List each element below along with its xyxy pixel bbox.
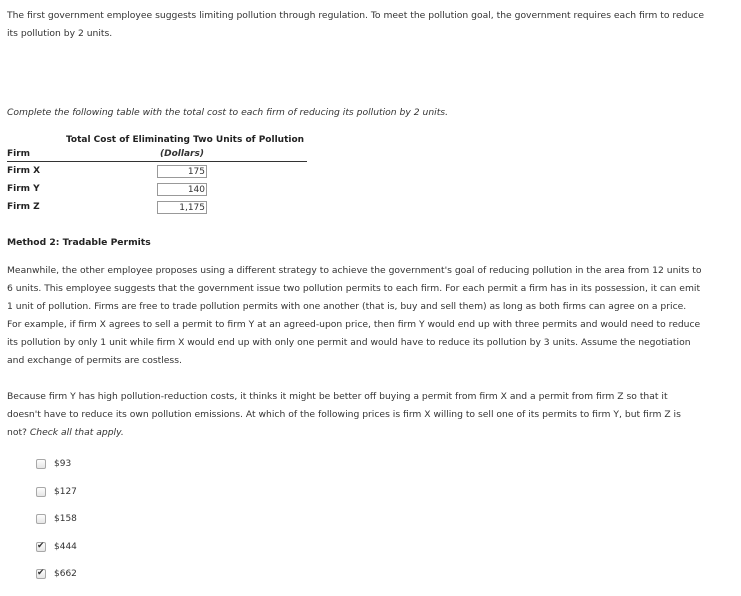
table-instruction: Complete the following table with the total cost to each firm of reducing its pollution by 2 units. — [7, 107, 448, 118]
option-label: $93 — [54, 459, 72, 469]
option-127[interactable] — [36, 486, 77, 514]
option-label: $158 — [54, 514, 77, 524]
option-label: $127 — [54, 486, 77, 497]
table-row — [7, 180, 307, 198]
method2-heading: Method 2: Tradable Permits — [7, 237, 151, 248]
firm-y-label: Firm Y — [7, 184, 40, 194]
intro-line-1: The first government employee suggests limiting pollution through regulation. To meet the pollution goal, the government requires each firm to reduce — [7, 10, 704, 21]
option-444[interactable] — [36, 541, 77, 569]
method2-paragraph — [7, 262, 707, 370]
method2-line: For example, if firm X agrees to sell a permit to firm Y at an agreed-upon price, then firm Y would end up with three permits and would need to reduce — [7, 319, 701, 330]
method2-line: 6 units. This employee suggests that the government issue two pollution permits to each firm. For each permit a firm has in its possession, it can emit — [7, 283, 701, 294]
table-row — [7, 198, 307, 216]
method2-line: Meanwhile, the other employee proposes using a different strategy to achieve the government's goal of reducing pollution in the area from 12 units to — [7, 265, 702, 276]
firm-column-header: Firm — [7, 147, 57, 162]
firm-x-cost-input[interactable]: 175 — [157, 165, 207, 178]
option-label: $444 — [54, 541, 77, 552]
check-all-instruction: Check all that apply. — [29, 427, 124, 438]
checkmark-icon: ✔ — [37, 568, 45, 578]
table-row — [7, 162, 307, 181]
answer-options — [36, 458, 77, 596]
option-label: $662 — [54, 569, 77, 579]
option-662[interactable] — [36, 568, 77, 596]
checkmark-icon: ✔ — [37, 540, 45, 551]
firm-y-cost-input[interactable]: 140 — [157, 183, 207, 196]
option-93[interactable] — [36, 458, 77, 486]
checkbox[interactable] — [36, 459, 46, 469]
question-line-1: Because firm Y has high pollution-reduction costs, it thinks it might be better off buying a permit from firm X and a permit from firm Z so that it — [7, 391, 668, 402]
option-158[interactable] — [36, 513, 77, 541]
checkbox[interactable] — [36, 569, 46, 579]
question-line-2: doesn't have to reduce its own pollution emissions. At which of the following prices is firm X willing to sell one of its permits to firm Y, but firm Z is — [7, 409, 681, 420]
checkbox[interactable] — [36, 514, 46, 524]
question-paragraph — [7, 388, 707, 442]
cost-table — [7, 132, 307, 216]
firm-x-label: Firm X — [7, 166, 41, 176]
intro-paragraph — [7, 7, 707, 43]
checkbox[interactable] — [36, 542, 46, 552]
firm-z-label: Firm Z — [7, 202, 40, 212]
checkbox[interactable] — [36, 487, 46, 497]
question-line-3-prefix: not? — [7, 427, 30, 438]
method2-line: and exchange of permits are costless. — [7, 355, 182, 366]
method2-line: its pollution by only 1 unit while firm X would end up with only one permit and would have to reduce its pollution by 3 units. Assume the negotiation — [7, 337, 691, 348]
firm-z-cost-input[interactable]: 1,175 — [157, 201, 207, 214]
table-title: Total Cost of Eliminating Two Units of Pollution — [65, 134, 305, 145]
method2-line: 1 unit of pollution. Firms are free to trade pollution permits with one another (that is, buy and sell them) as long as both firms can agree on a price. — [7, 301, 687, 312]
intro-line-2: its pollution by 2 units. — [7, 28, 113, 39]
table-unit-header: (Dollars) — [57, 147, 307, 162]
